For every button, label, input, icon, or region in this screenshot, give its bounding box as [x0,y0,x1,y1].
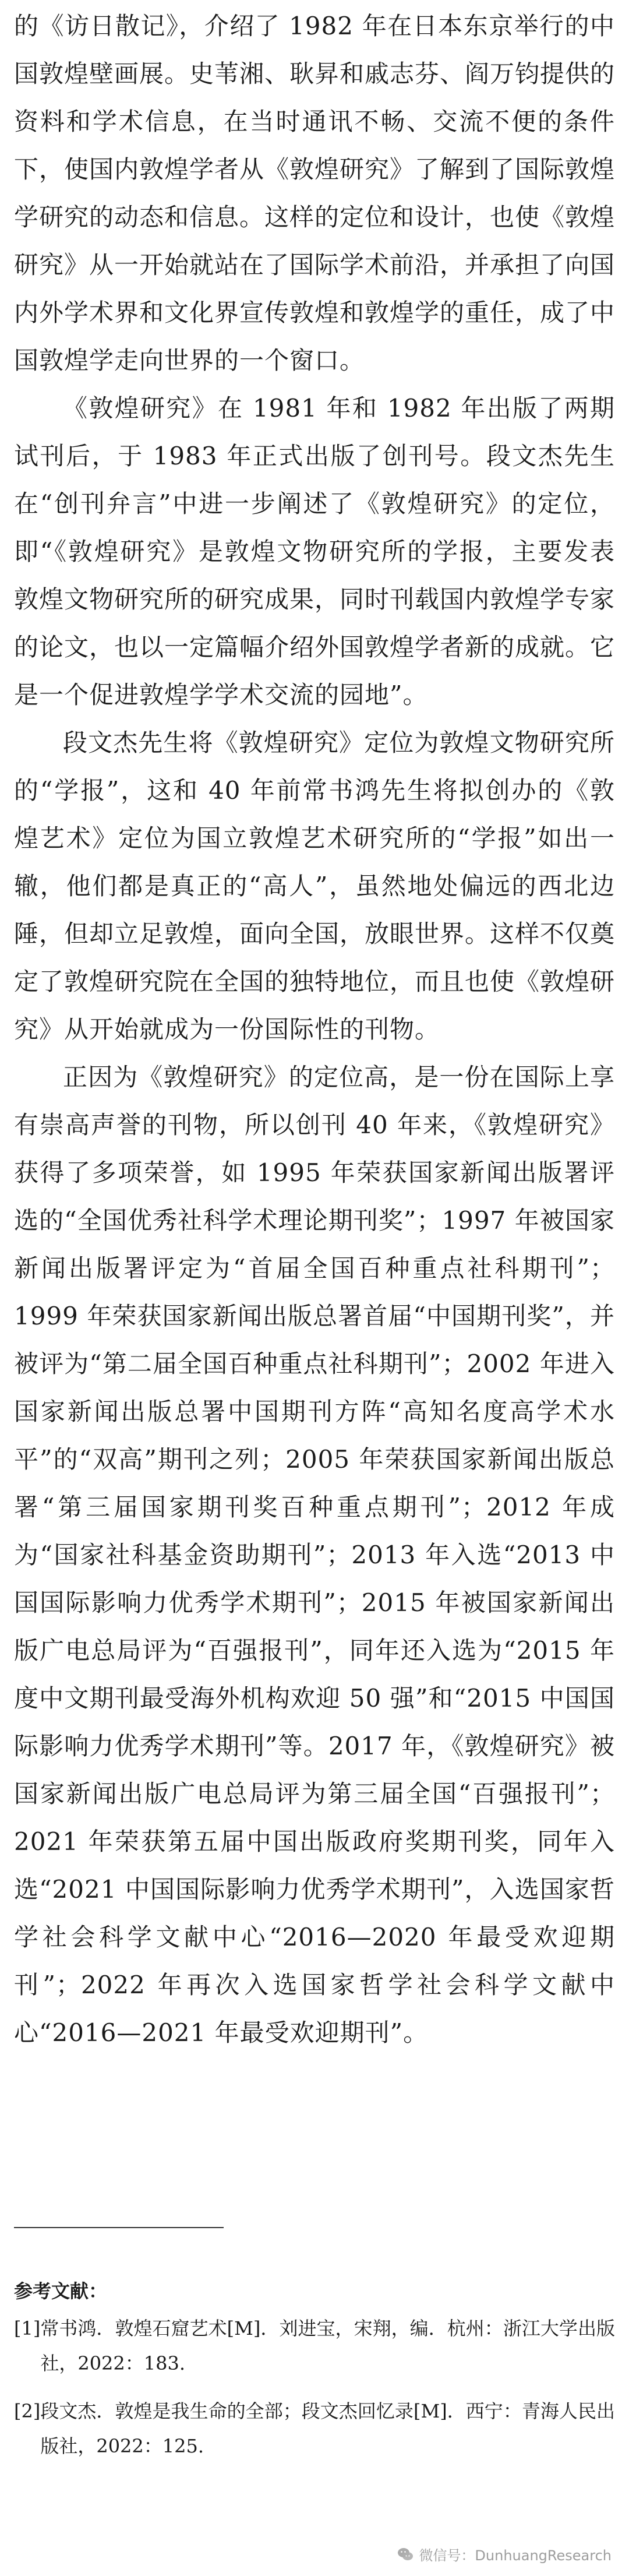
reference-item [14,2394,615,2464]
wechat-icon [397,2546,414,2563]
paragraph-4: 正因为《敦煌研究》的定位高，是一份在国际上享有崇高声誉的刊物，所以创刊 40 年来，《敦煌研究》获得了多项荣誉，如 1995 年荣获国家新闻出版署评选的“全国优秀社科学术理论期刊奖”；1997 年被国家新闻出版署评定为“首届全国百种重点社科期刊”；1999 年荣获国家新闻出版总署首届“中国期刊奖”，并被评为“第二届全国百种重点社科期刊”；2002 年进入国家新闻出版总署中国期刊方阵“高知名度高学术水平”的“双高”期刊之列；2005 年荣获国家新闻出版总署“第三届国家期刊奖百种重点期刊”；2012 年成为“国家社科基金资助期刊”；2013 年入选“2013 中国国际影响力优秀学术期刊”；2015 年被国家新闻出版广电总局评为“百强报刊”，同年还入选为“2015 年度中文期刊最受海外机构欢迎 50 强”和“2015 中国国际影响力优秀学术期刊”等。2017 年，《敦煌研究》被国家新闻出版广电总局评为第三届全国“百强报刊”；2021 年荣获第五届中国出版政府奖期刊奖，同年入选“2021 中国国际影响力优秀学术期刊”，入选国家哲学社会科学文献中心“2016—2020 年最受欢迎期刊”；2022 年再次入选国家哲学社会科学文献中心“2016—2021 年最受欢迎期刊”。 [14,1063,615,2047]
references-list [14,2311,615,2476]
references-divider [14,2227,224,2228]
wechat-watermark [397,2544,612,2564]
reference-text: 段文杰．敦煌是我生命的全部；段文杰回忆录[M]．西宁：青海人民出版社，2022：125. [40,2400,615,2457]
paragraph-1: 的《访日散记》，介绍了 1982 年在日本东京举行的中国敦煌壁画展。史苇湘、耿昇和戚志芬、阎万钧提供的资料和学术信息，在当时通讯不畅、交流不便的条件下，使国内敦煌学者从《敦煌研究》了解到了国际敦煌学研究的动态和信息。这样的定位和设计，也使《敦煌研究》从一开始就站在了国际学术前沿，并承担了向国内外学术界和文化界宣传敦煌和敦煌学的重任，成了中国敦煌学走向世界的一个窗口。 [14,12,616,375]
paragraph-2: 《敦煌研究》在 1981 年和 1982 年出版了两期试刊后，于 1983 年正式出版了创刊号。段文杰先生在“创刊弁言”中进一步阐述了《敦煌研究》的定位，即“《敦煌研究》是敦煌文物研究所的学报，主要发表敦煌文物研究所的研究成果，同时刊载国内敦煌学专家的论文，也以一定篇幅介绍外国敦煌学者新的成就。它是一个促进敦煌学学术交流的园地”。 [14,394,616,709]
paragraph-3: 段文杰先生将《敦煌研究》定位为敦煌文物研究所的“学报”，这和 40 年前常书鸿先生将拟创办的《敦煌艺术》定位为国立敦煌艺术研究所的“学报”如出一辙，他们都是真正的“高人”，虽然地处偏远的西北边陲，但却立足敦煌，面向全国，放眼世界。这样不仅奠定了敦煌研究院在全国的独特地位，而且也使《敦煌研究》从开始就成为一份国际性的刊物。 [14,728,616,1044]
reference-number: [2] [14,2400,41,2422]
reference-number: [1] [14,2317,41,2339]
watermark-text: 微信号：DunhuangResearch [419,2547,612,2564]
reference-text: 常书鸿．敦煌石窟艺术[M]．刘进宝，宋翔，编．杭州：浙江大学出版社，2022：183. [40,2317,615,2374]
references-heading: 参考文献： [14,2280,108,2302]
reference-item [14,2311,615,2381]
article-body [14,0,615,2057]
